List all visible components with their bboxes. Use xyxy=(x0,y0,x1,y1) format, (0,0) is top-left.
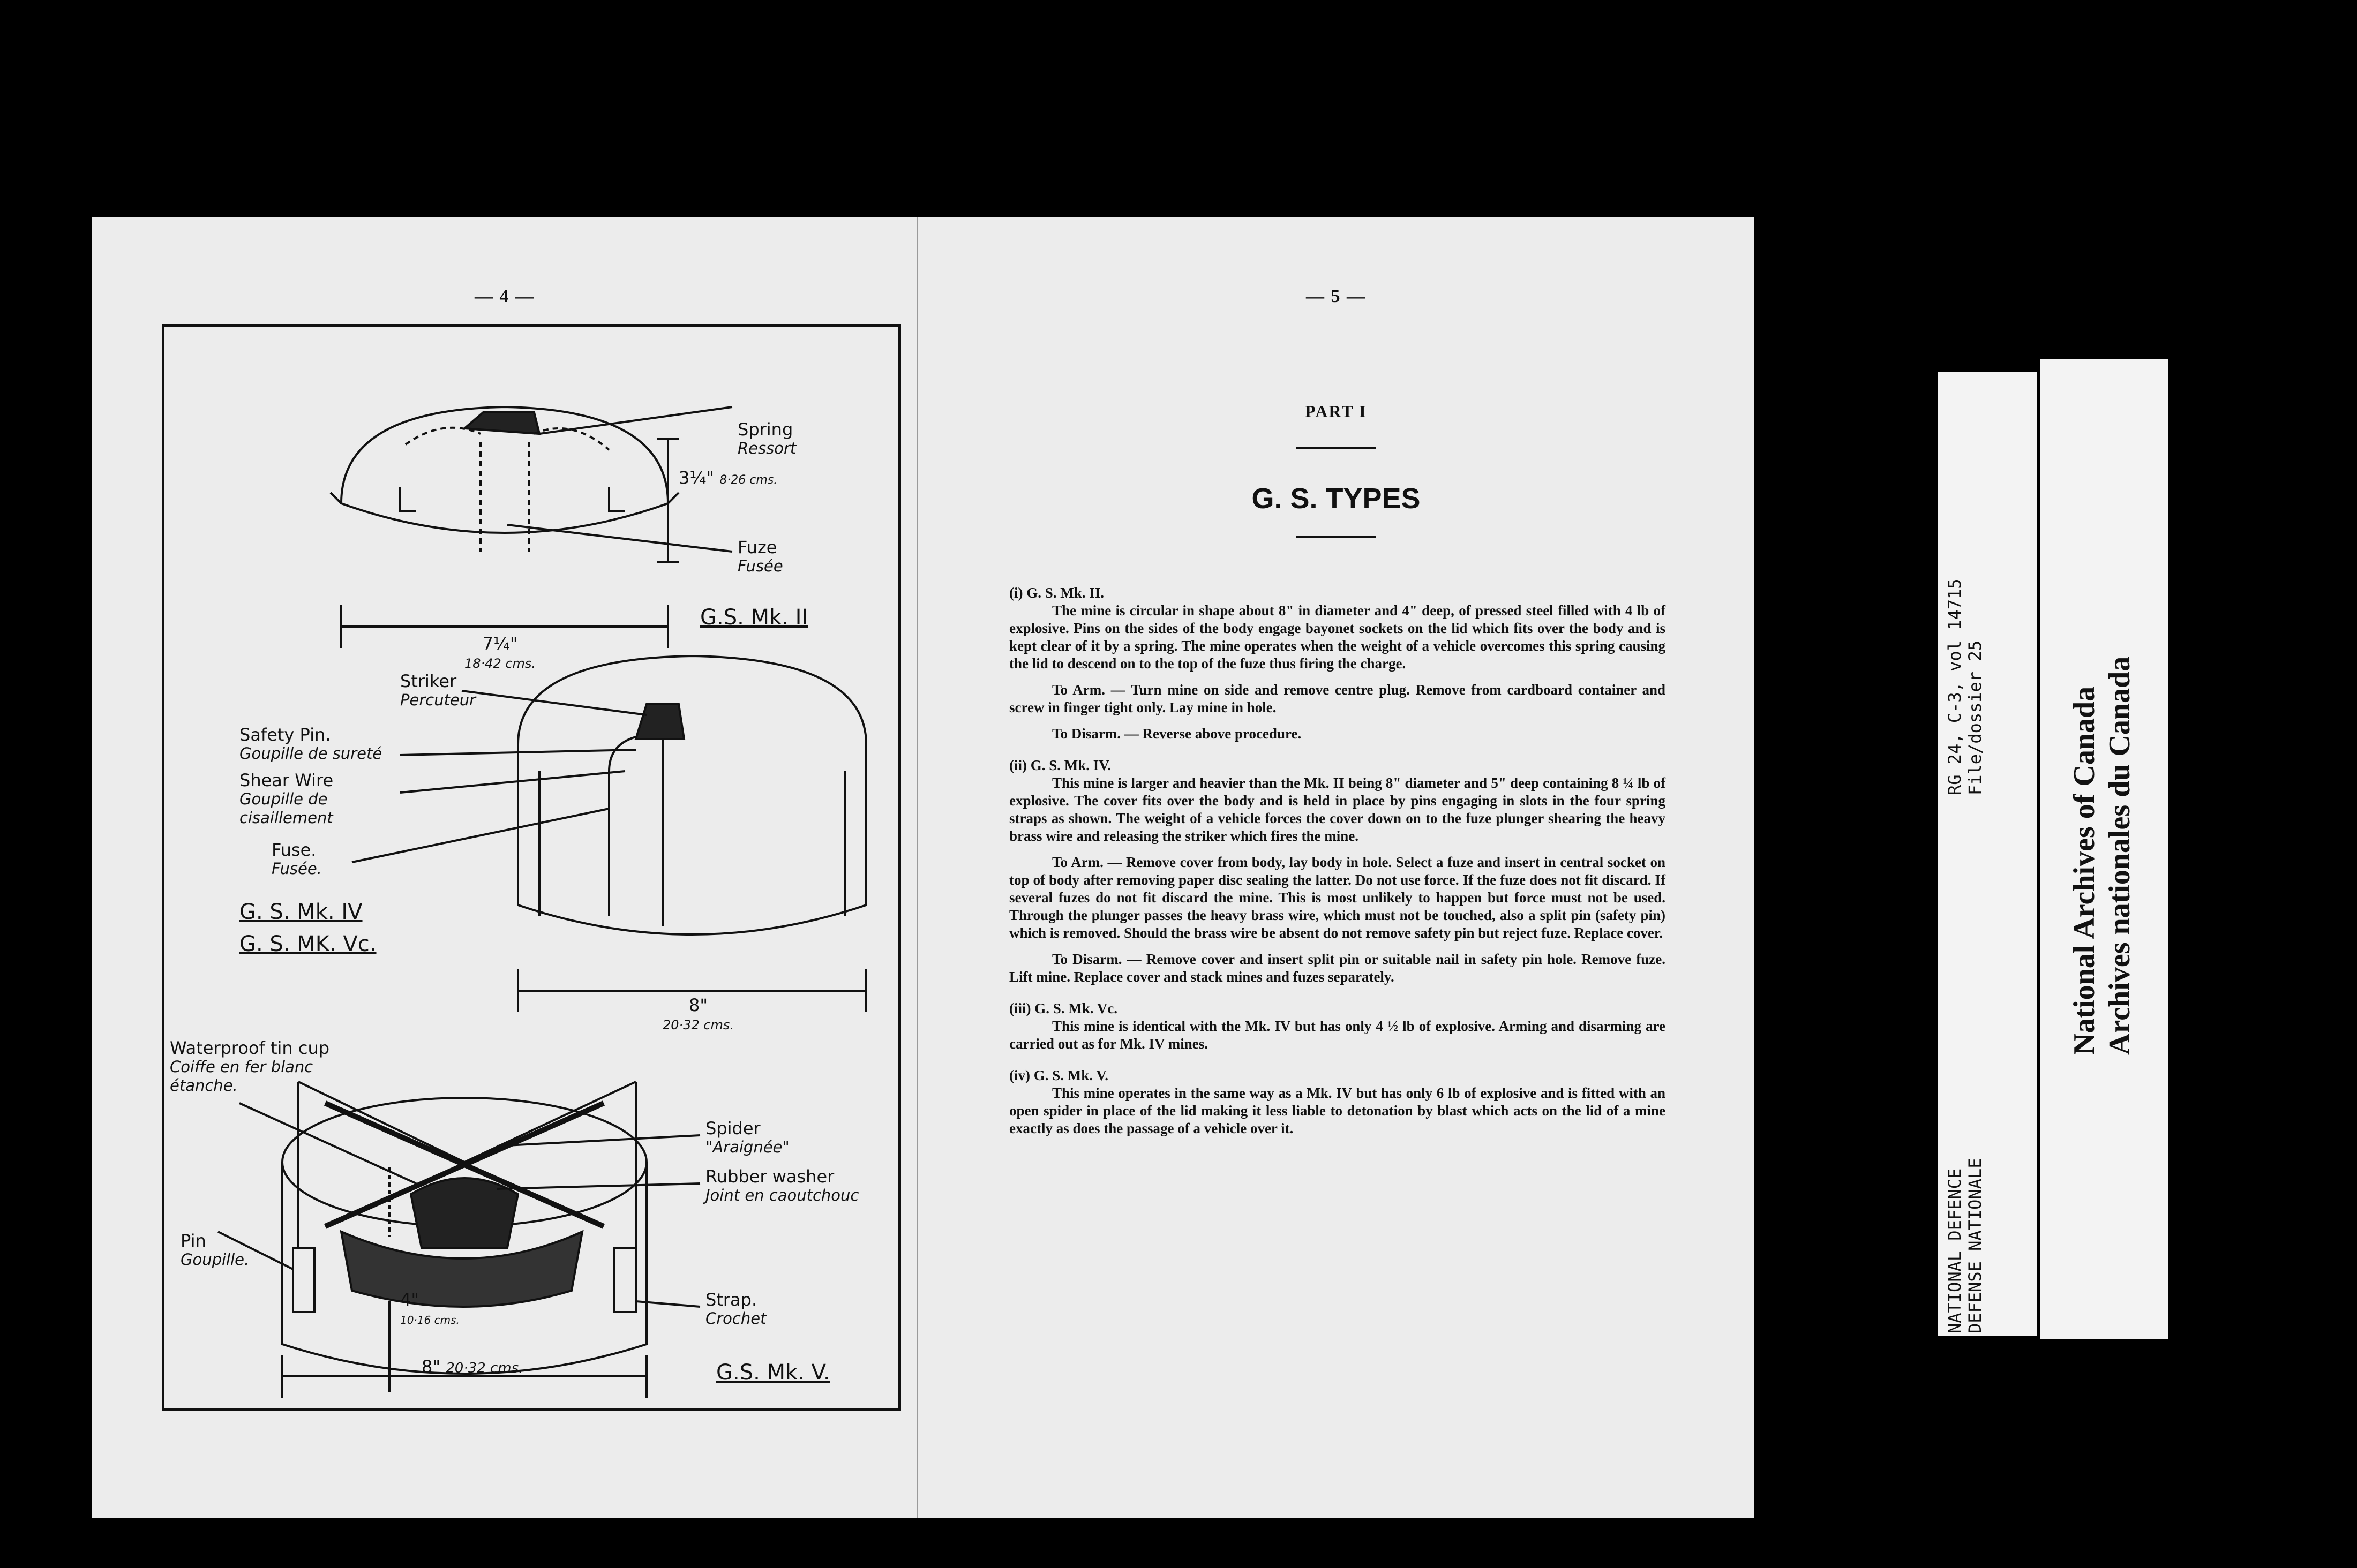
label-fuze: Fuze Fusée xyxy=(738,537,783,575)
right-page xyxy=(917,217,1754,1518)
body-text xyxy=(1009,570,1665,1146)
label-width: 7¼" 18·42 cms. xyxy=(464,634,536,671)
label-8in: 8" 20·32 cms. xyxy=(663,995,734,1032)
label-spider: Spider "Araignée" xyxy=(705,1118,790,1156)
model-mk-vc: G. S. MK. Vc. xyxy=(239,932,377,956)
section-mk-v xyxy=(1009,1067,1665,1137)
model-mk-iv: G. S. Mk. IV xyxy=(239,900,363,924)
section-heading: (i) G. S. Mk. II. xyxy=(1009,585,1105,601)
model-mk-v: G.S. Mk. V. xyxy=(716,1360,830,1385)
label-4in: 4" 10·16 cms. xyxy=(400,1290,460,1326)
part-heading: PART I xyxy=(1305,402,1367,421)
label-pin: Pin Goupille. xyxy=(181,1231,250,1269)
archive-name: National Archives of Canada Archives nationales du Canada xyxy=(2068,656,2136,1055)
right-page-number: — 5 — xyxy=(1306,287,1366,306)
model-mk-ii: G.S. Mk. II xyxy=(700,605,808,630)
rule-top xyxy=(1296,447,1376,449)
label-waterproof-cup: Waterproof tin cup Coiffe en fer blanc étanche. xyxy=(170,1038,330,1095)
label-8in-b: 8" 20·32 cms. xyxy=(422,1356,523,1377)
label-striker: Striker Percuteur xyxy=(400,671,476,709)
diagram-frame xyxy=(162,324,901,1411)
section-body: The mine is circular in shape about 8" in diameter and 4" deep, of pressed steel filled with 4 lb of explosive. Pins on the sides of the body engage bayonet sockets on the lid which fits over the body and is kept clear of it by a spring. The mine operates when the weight of a vehicle overcomes this spring causing the lid to descend on to the top of the fuze thus firing the charge. xyxy=(1009,602,1665,672)
left-page xyxy=(92,217,917,1518)
section-arm: To Arm. — Remove cover from body, lay body in hole. Select a fuze and insert in central socket on top of body after removing paper disc sealing the latter. Do not use force. If the fuze does not fit discard. If several fuzes do not fit discard the mine. This is most unlikely to happen but force must not be used. Through the plunger passes the heavy brass wire, which must not be touched, also a split pin (safety pin) which is removed. Should the brass wire be absent do not remove safety pin but reject fuze. Replace cover. xyxy=(1009,854,1665,941)
section-heading: (ii) G. S. Mk. IV. xyxy=(1009,757,1112,773)
section-arm: To Arm. — Turn mine on side and remove centre plug. Remove from cardboard container and screw in finger tight only. Lay mine in hole. xyxy=(1009,682,1665,715)
archive-reference: RG 24, C-3, vol 14715 File/dossier 25 xyxy=(1945,578,1985,795)
archive-reference-strip xyxy=(1938,372,2037,1336)
section-body: This mine operates in the same way as a Mk. IV but has only 6 lb of explosive and is fitted with an open spider in place of the lid making it less liable to detonation by blast which acts on the lid of a mine exactly as does the passage of a vehicle over it. xyxy=(1009,1085,1665,1136)
section-body: This mine is identical with the Mk. IV but has only 4 ½ lb of explosive. Arming and disarming are carried out as for Mk. IV mines. xyxy=(1009,1018,1665,1052)
rule-bottom xyxy=(1296,536,1376,538)
section-mk-iv xyxy=(1009,757,1665,986)
section-title: G. S. TYPES xyxy=(1251,483,1421,515)
section-heading: (iv) G. S. Mk. V. xyxy=(1009,1067,1109,1083)
left-page-number: — 4 — xyxy=(475,287,535,306)
label-fuse: Fuse. Fusée. xyxy=(272,840,322,878)
section-body: This mine is larger and heavier than the Mk. II being 8" diameter and 5" deep containing 8 ¼ lb of explosive. The cover fits over the body and is held in place by pins engaging in slots in the four spring straps as shown. The weight of a vehicle forces the cover down on to the fuze plunger shearing the heavy brass wire and releasing the striker which fires the mine. xyxy=(1009,775,1665,844)
section-mk-vc xyxy=(1009,1000,1665,1053)
label-rubber-washer: Rubber washer Joint en caoutchouc xyxy=(705,1166,859,1204)
label-safety-pin: Safety Pin. Goupille de sureté xyxy=(239,725,382,763)
department-label: NATIONAL DEFENCE DEFENSE NATIONALE xyxy=(1945,1158,1985,1333)
label-height: 3¼" 8·26 cms. xyxy=(679,468,778,488)
label-shear-wire: Shear Wire Goupille de cisaillement xyxy=(239,770,334,827)
label-spring: Spring Ressort xyxy=(738,419,797,457)
label-strap: Strap. Crochet xyxy=(705,1290,767,1328)
section-heading: (iii) G. S. Mk. Vc. xyxy=(1009,1000,1117,1016)
section-disarm: To Disarm. — Reverse above procedure. xyxy=(1052,726,1302,742)
section-disarm: To Disarm. — Remove cover and insert split pin or suitable nail in safety pin hole. Remove fuze. Lift mine. Replace cover and stack mines and fuzes separately. xyxy=(1009,951,1665,985)
archive-label-strip xyxy=(2040,359,2168,1339)
section-mk-ii xyxy=(1009,584,1665,743)
